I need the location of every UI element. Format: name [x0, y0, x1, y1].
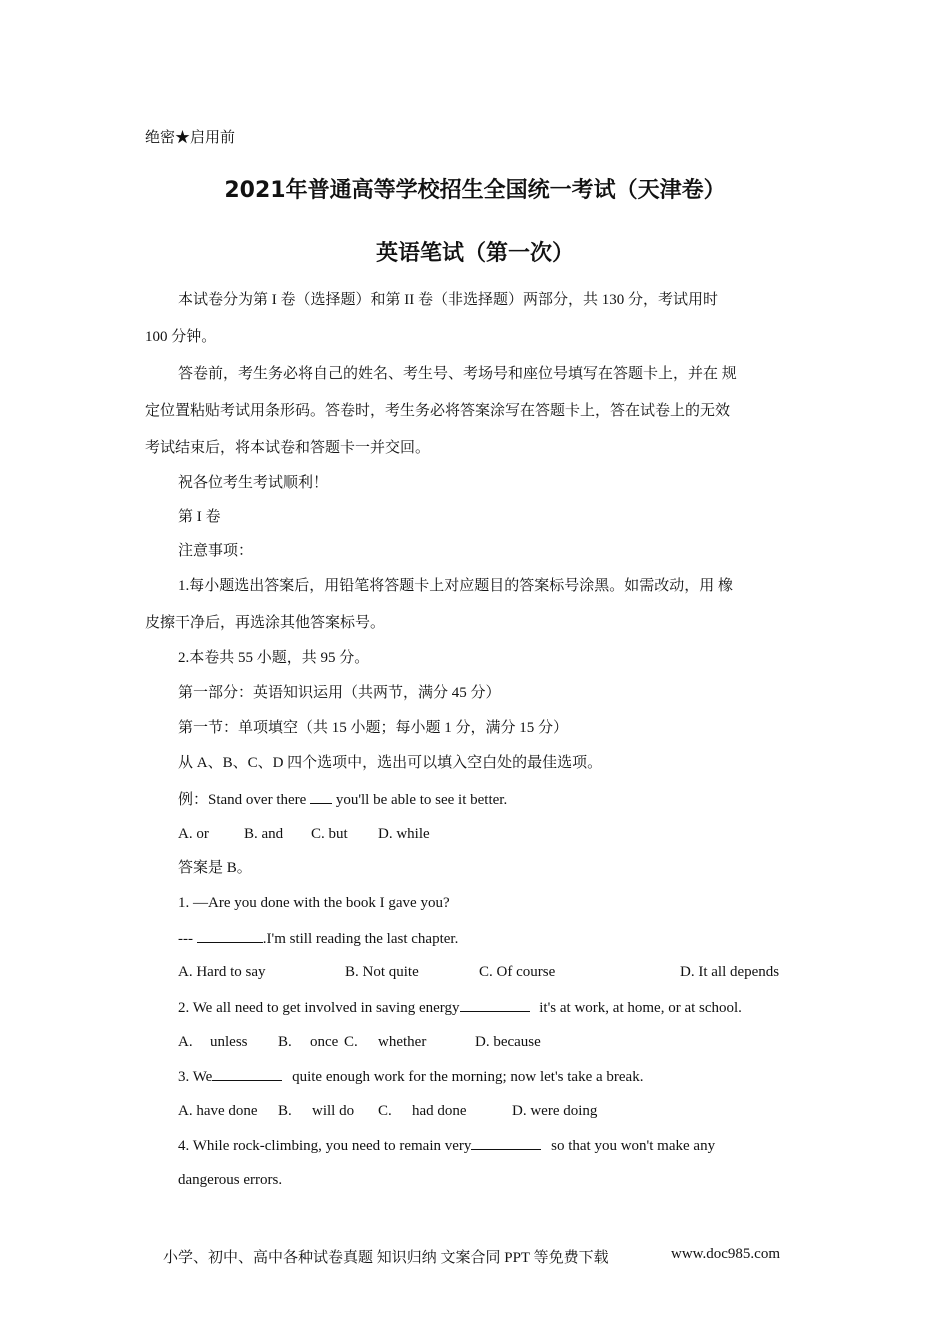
exam-title: 2021年普通高等学校招生全国统一考试（天津卷）: [224, 178, 726, 203]
stem-suffix: quite enough work for the morning; now let's take a break.: [292, 1069, 644, 1085]
example-stem: [178, 789, 507, 810]
secret-label: 绝密★启用前: [145, 130, 236, 146]
option-text: unless: [210, 1034, 248, 1050]
exam-subtitle: 英语笔试（第一次）: [375, 241, 574, 266]
option-text: whether: [378, 1034, 427, 1050]
option: D. were doing: [512, 1103, 598, 1119]
notes-heading: 注意事项：: [178, 543, 254, 559]
example-answer: 答案是 B。: [178, 860, 252, 876]
intro-line: 100 分钟。: [145, 329, 217, 345]
option: A. or: [178, 826, 209, 842]
option-text: had done: [412, 1103, 467, 1119]
question-4-stem: [178, 1135, 715, 1156]
option: B. and: [244, 826, 284, 842]
option-letter: C.: [344, 1034, 358, 1050]
option: D. while: [378, 826, 430, 842]
option: A. have done: [178, 1103, 258, 1119]
answer-blank: [471, 1135, 541, 1150]
example-prefix: 例：Stand over there: [178, 792, 307, 808]
question-2-stem: [178, 997, 742, 1018]
option: A. Hard to say: [178, 964, 266, 980]
option-letter: A.: [178, 1034, 193, 1050]
intro-line: 本试卷分为第 I 卷（选择题）和第 II 卷（非选择题）两部分，共 130 分，考试用时: [178, 292, 718, 308]
option-letter: C.: [378, 1103, 392, 1119]
question-3-stem: [178, 1066, 643, 1087]
stem-prefix: 4. While rock-climbing, you need to remain very: [178, 1138, 472, 1154]
option: D. because: [475, 1034, 541, 1050]
example-suffix: you'll be able to see it better.: [335, 792, 508, 808]
option-text: once: [310, 1034, 339, 1050]
question-1-stem: 1. —Are you done with the book I gave you?: [178, 895, 450, 911]
stem-suffix: it's at work, at home, or at school.: [539, 1000, 742, 1016]
notes-line: 皮擦干净后，再选涂其他答案标号。: [145, 615, 386, 631]
notes-line: 2.本卷共 55 小题，共 95 分。: [178, 650, 370, 666]
stem-prefix: 2. We all need to get involved in saving energy: [178, 1000, 460, 1016]
footer-text: 小学、初中、高中各种试卷真题 知识归纳 文案合同 PPT 等免费下载: [163, 1250, 609, 1266]
option: C. Of course: [479, 964, 556, 980]
wish-line: 祝各位考生考试顺利！: [178, 475, 329, 491]
part-heading: 第一部分：英语知识运用（共两节，满分 45 分）: [178, 685, 501, 701]
option: D. It all depends: [680, 964, 780, 980]
volume-label: 第 I 卷: [178, 509, 221, 525]
instruction: 从 A、B、C、D 四个选项中，选出可以填入空白处的最佳选项。: [178, 755, 603, 771]
stem-suffix: so that you won't make any: [551, 1138, 716, 1154]
question-4-continuation: dangerous errors.: [178, 1172, 283, 1188]
answer-blank: [197, 928, 263, 943]
answer-blank: [212, 1066, 282, 1081]
stem-prefix: 3. We: [178, 1069, 213, 1085]
footer-url[interactable]: www.doc985.com: [671, 1246, 781, 1262]
option-letter: B.: [278, 1103, 292, 1119]
notes-line: 1.每小题选出答案后，用铅笔将答题卡上对应题目的答案标号涂黑。如需改动，用 橡: [178, 578, 734, 594]
option-letter: B.: [278, 1034, 292, 1050]
question-1-reply: [178, 928, 458, 949]
intro-line: 考试结束后，将本试卷和答题卡一并交回。: [145, 440, 431, 456]
option: B. Not quite: [345, 964, 419, 980]
intro-line: 答卷前，考生务必将自己的姓名、考生号、考场号和座位号填写在答题卡上，并在 规: [178, 366, 737, 382]
section-heading: 第一节：单项填空（共 15 小题；每小题 1 分，满分 15 分）: [178, 720, 569, 736]
reply-suffix: .I'm still reading the last chapter.: [262, 931, 459, 947]
option: C. but: [311, 826, 348, 842]
answer-blank: [310, 789, 332, 804]
intro-line: 定位置粘贴考试用条形码。答卷时，考生务必将答案涂写在答题卡上，答在试卷上的无效: [145, 403, 731, 419]
answer-blank: [460, 997, 530, 1012]
option-text: will do: [312, 1103, 355, 1119]
reply-prefix: ---: [178, 931, 193, 947]
